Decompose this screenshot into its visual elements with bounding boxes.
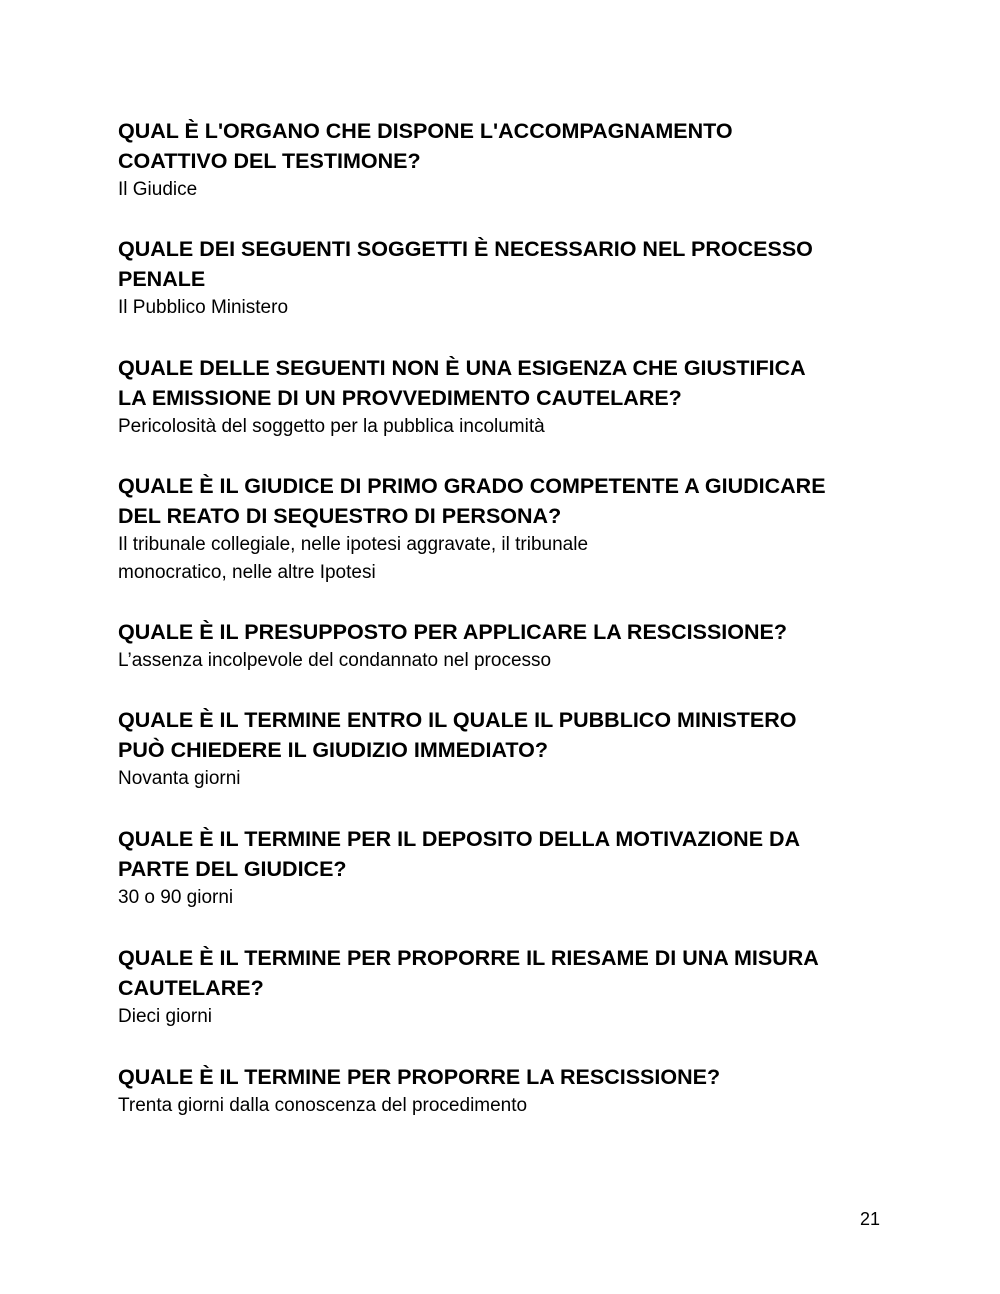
question: QUALE È IL TERMINE PER IL DEPOSITO DELLA MOTIVAZIONE DA PARTE DEL GIUDICE?	[118, 827, 801, 881]
question: QUAL È L'ORGANO CHE DISPONE L'ACCOMPAGNAMENTO COATTIVO DEL TESTIMONE?	[118, 119, 733, 173]
qa-item	[118, 353, 888, 441]
page-number: 21	[859, 1209, 880, 1229]
document-body	[118, 116, 888, 1120]
qa-item	[118, 116, 888, 204]
answer: Dieci giorni	[118, 1006, 212, 1027]
qa-item	[118, 234, 888, 322]
question: QUALE È IL PRESUPPOSTO PER APPLICARE LA RESCISSIONE?	[118, 620, 787, 644]
question: QUALE DELLE SEGUENTI NON È UNA ESIGENZA CHE GIUSTIFICA LA EMISSIONE DI UN PROVVEDIMENTO CAUTELARE?	[118, 356, 806, 410]
answer: Pericolosità del soggetto per la pubblica incolumità	[118, 416, 545, 437]
question: QUALE È IL TERMINE ENTRO IL QUALE IL PUBBLICO MINISTERO PUÒ CHIEDERE IL GIUDIZIO IMMEDIATO?	[118, 708, 797, 762]
question: QUALE DEI SEGUENTI SOGGETTI È NECESSARIO NEL PROCESSO PENALE	[118, 237, 813, 291]
qa-item	[118, 1062, 888, 1120]
qa-item	[118, 471, 888, 587]
qa-item	[118, 617, 888, 675]
question: QUALE È IL GIUDICE DI PRIMO GRADO COMPETENTE A GIUDICARE DEL REATO DI SEQUESTRO DI PERSONA?	[118, 474, 826, 528]
answer: Il Pubblico Ministero	[118, 297, 289, 318]
qa-item	[118, 705, 888, 793]
answer: L’assenza incolpevole del condannato nel processo	[118, 650, 552, 671]
question: QUALE È IL TERMINE PER PROPORRE LA RESCISSIONE?	[118, 1065, 721, 1089]
answer: Il Giudice	[118, 179, 198, 200]
answer: 30 o 90 giorni	[118, 887, 234, 908]
question: QUALE È IL TERMINE PER PROPORRE IL RIESAME DI UNA MISURA CAUTELARE?	[118, 946, 819, 1000]
qa-item	[118, 943, 888, 1031]
answer: Novanta giorni	[118, 768, 241, 789]
answer: Trenta giorni dalla conoscenza del procedimento	[118, 1095, 528, 1116]
qa-item	[118, 824, 888, 912]
answer: Il tribunale collegiale, nelle ipotesi aggravate, il tribunale monocratico, nelle altre Ipotesi	[118, 534, 589, 583]
